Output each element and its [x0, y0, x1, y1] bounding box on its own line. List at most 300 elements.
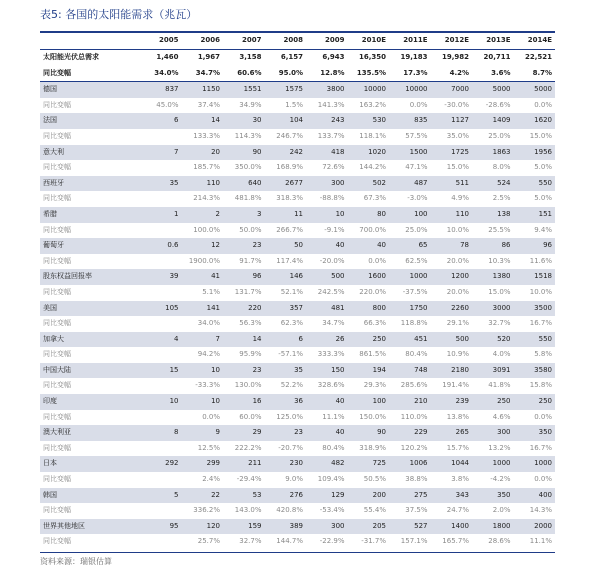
table-cell: 25.5% — [488, 225, 511, 234]
table-cell: 35.0% — [446, 131, 469, 140]
table-cell: -88.8% — [319, 194, 345, 203]
table-cell: 20 — [182, 145, 224, 161]
table-cell: 50 — [265, 238, 307, 254]
table-cell: 1.5% — [285, 100, 303, 109]
table-cell: 94.2% — [197, 350, 220, 359]
table-cell — [140, 472, 182, 488]
table-cell: 285.6% — [400, 381, 428, 390]
table-cell: 7 — [182, 332, 224, 348]
table-cell: 15.8% — [529, 381, 552, 390]
table-cell — [140, 316, 182, 332]
row-label: 股东权益回报率 — [40, 269, 140, 285]
table-cell: 131.7% — [234, 287, 262, 296]
table-cell: 214.3% — [193, 194, 220, 203]
table-cell: 3.6% — [491, 68, 511, 77]
table-cell: 389 — [265, 519, 307, 535]
table-cell: 725 — [348, 456, 390, 472]
table-cell: 5.0% — [534, 194, 552, 203]
table-cell: 150.0% — [359, 412, 386, 421]
table-cell: 8.0% — [492, 163, 511, 172]
yoy-row — [40, 316, 555, 332]
table-cell — [140, 285, 182, 301]
table-cell: 41 — [182, 269, 224, 285]
table-cell: 114.3% — [234, 131, 262, 140]
table-cell: 12.5% — [197, 443, 220, 452]
table-cell: 333.3% — [317, 350, 345, 359]
table-cell: 194 — [348, 363, 390, 379]
table-cell: 205 — [348, 519, 390, 535]
table-cell: 211 — [223, 456, 265, 472]
table-cell: 1380 — [472, 269, 514, 285]
table-cell: 1000 — [389, 269, 431, 285]
table-cell: 39 — [140, 269, 182, 285]
table-cell: 52.1% — [280, 287, 303, 296]
table-cell: 168.9% — [276, 163, 303, 172]
table-cell: 318.9% — [359, 443, 386, 452]
table-cell: 10 — [182, 363, 224, 379]
table-cell: 100.0% — [193, 225, 220, 234]
row-label: 世界其他地区 — [40, 519, 140, 535]
table-cell: 2.4% — [202, 475, 220, 484]
row-label: 同比变幅 — [43, 287, 71, 296]
country-row — [40, 301, 555, 317]
table-cell: 3580 — [514, 363, 556, 379]
country-row — [40, 207, 555, 223]
row-label: 同比变幅 — [43, 381, 71, 390]
table-cell: 420.8% — [276, 506, 303, 515]
row-label: 同比变幅 — [43, 475, 71, 484]
source-note: 资料来源：瑞银估算 — [40, 557, 112, 566]
table-cell: 23 — [265, 425, 307, 441]
table-cell: 530 — [348, 113, 390, 129]
table-cell: 276 — [265, 488, 307, 504]
yoy-row — [40, 410, 555, 426]
table-cell: 57.5% — [405, 131, 428, 140]
table-cell: 336.2% — [193, 506, 220, 515]
table-cell: 10 — [140, 394, 182, 410]
row-label: 太阳能光伏总需求 — [43, 53, 99, 61]
table-cell: 30 — [223, 113, 265, 129]
table-cell: 19,183 — [400, 53, 428, 61]
table-cell: 6 — [140, 113, 182, 129]
country-row — [40, 363, 555, 379]
table-cell: 5.0% — [534, 163, 552, 172]
table-cell: 60.0% — [239, 412, 262, 421]
table-cell: 86 — [472, 238, 514, 254]
table-cell: 50.5% — [363, 475, 386, 484]
table-cell: 220 — [223, 301, 265, 317]
row-label: 法国 — [40, 113, 140, 129]
table-cell: 550 — [514, 332, 556, 348]
table-cell: 3000 — [472, 301, 514, 317]
table-cell: 239 — [431, 394, 473, 410]
table-cell: 8.7% — [532, 68, 552, 77]
table-cell — [140, 191, 182, 207]
table-cell: 861.5% — [359, 350, 386, 359]
table-cell: 4.0% — [492, 350, 511, 359]
year-header: 2010E — [348, 33, 390, 50]
table-cell: 220.0% — [359, 287, 386, 296]
table-cell: 25.0% — [488, 131, 511, 140]
table-cell: 10.9% — [446, 350, 469, 359]
table-cell: 10 — [182, 394, 224, 410]
table-cell: 1,967 — [197, 53, 220, 61]
table-cell: 16 — [223, 394, 265, 410]
table-cell: 66.3% — [363, 319, 386, 328]
table-cell: 104 — [265, 113, 307, 129]
yoy-row — [40, 191, 555, 207]
table-cell: -28.6% — [485, 100, 511, 109]
table-cell: 14.3% — [529, 506, 552, 515]
table-cell: 1863 — [472, 145, 514, 161]
yoy-row — [40, 347, 555, 363]
table-cell: 110 — [182, 176, 224, 192]
table-cell: 246.7% — [276, 131, 303, 140]
table-cell: -57.1% — [278, 350, 303, 359]
table-cell: 1575 — [265, 82, 307, 98]
table-cell: 125.0% — [276, 412, 303, 421]
year-header: 2009 — [306, 33, 348, 50]
table-cell: 837 — [140, 82, 182, 98]
table-cell: -3.0% — [407, 194, 428, 203]
table-cell: 1551 — [223, 82, 265, 98]
table-cell: 300 — [306, 519, 348, 535]
table-cell: 34.7% — [195, 68, 220, 77]
country-row — [40, 519, 555, 535]
row-label: 印度 — [40, 394, 140, 410]
table-cell: 62.3% — [280, 319, 303, 328]
table-cell: 67.3% — [363, 194, 386, 203]
table-cell: 10000 — [348, 82, 390, 98]
table-cell: 32.7% — [488, 319, 511, 328]
table-cell: 800 — [348, 301, 390, 317]
table-cell: 0.0% — [534, 412, 552, 421]
table-cell: 2180 — [431, 363, 473, 379]
table-cell — [140, 129, 182, 145]
table-cell: 7000 — [431, 82, 473, 98]
year-header: 2014E — [514, 33, 556, 50]
table-cell: 15.7% — [446, 443, 469, 452]
table-cell: 133.3% — [193, 131, 220, 140]
table-cell — [140, 347, 182, 363]
table-cell: 229 — [389, 425, 431, 441]
table-cell: 110.0% — [400, 412, 428, 421]
bottom-rule — [40, 552, 555, 553]
table-cell: 11.1% — [529, 537, 552, 546]
year-header: 2008 — [265, 33, 307, 50]
table-cell: 748 — [389, 363, 431, 379]
row-label: 同比变幅 — [43, 256, 71, 265]
table-cell: 95.0% — [278, 68, 303, 77]
table-cell: 96 — [514, 238, 556, 254]
row-label: 同比变幅 — [43, 443, 71, 452]
table-cell: 1000 — [472, 456, 514, 472]
year-header: 2013E — [472, 33, 514, 50]
table-cell: 14 — [182, 113, 224, 129]
table-cell: -20.7% — [278, 443, 303, 452]
country-row — [40, 425, 555, 441]
table-cell: 1,460 — [156, 53, 179, 61]
table-cell: 91.7% — [239, 256, 262, 265]
table-cell: 34.9% — [239, 100, 262, 109]
row-label: 同比变幅 — [43, 131, 71, 140]
table-cell: 250 — [348, 332, 390, 348]
table-cell: 6,943 — [322, 53, 345, 61]
row-label: 同比变幅 — [43, 350, 71, 359]
yoy-row — [40, 441, 555, 457]
table-cell: 23 — [223, 238, 265, 254]
table-cell: 20.0% — [446, 287, 469, 296]
table-cell: 56.3% — [239, 319, 262, 328]
table-cell: 2677 — [265, 176, 307, 192]
table-cell: 26 — [306, 332, 348, 348]
table-cell: 151 — [514, 207, 556, 223]
table-cell: 1800 — [472, 519, 514, 535]
table-cell: 1600 — [348, 269, 390, 285]
table-cell: 9.4% — [534, 225, 552, 234]
table-cell: 343 — [431, 488, 473, 504]
table-cell: 12.8% — [320, 68, 345, 77]
year-header: 2005 — [140, 33, 182, 50]
table-cell: 15 — [140, 363, 182, 379]
table-cell: 129 — [306, 488, 348, 504]
table-cell: 1150 — [182, 82, 224, 98]
table-cell: 55.4% — [363, 506, 386, 515]
table-cell: 80.4% — [405, 350, 428, 359]
table-cell: 350 — [472, 488, 514, 504]
total-row — [40, 50, 555, 66]
table-cell: -22.9% — [319, 537, 345, 546]
row-label: 德国 — [40, 82, 140, 98]
header-row — [40, 33, 555, 50]
yoy-row — [40, 503, 555, 519]
row-label: 同比变幅 — [43, 537, 71, 546]
table-cell: 243 — [306, 113, 348, 129]
table-cell: 1000 — [514, 456, 556, 472]
table-cell: 34.0% — [197, 319, 220, 328]
table-cell: 100 — [348, 394, 390, 410]
country-row — [40, 113, 555, 129]
table-cell: 120 — [182, 519, 224, 535]
table-cell: 11 — [265, 207, 307, 223]
table-cell: 150 — [306, 363, 348, 379]
table-cell: 500 — [306, 269, 348, 285]
table-cell: 6 — [265, 332, 307, 348]
table-cell: -37.5% — [402, 287, 428, 296]
table-cell: 62.5% — [405, 256, 428, 265]
table-cell: 1750 — [389, 301, 431, 317]
table-cell: 20.0% — [446, 256, 469, 265]
table-cell — [140, 503, 182, 519]
table-cell — [140, 223, 182, 239]
table-cell: 17.3% — [403, 68, 428, 77]
table-cell: 1409 — [472, 113, 514, 129]
table-cell: 95.9% — [239, 350, 262, 359]
table-cell: 29 — [223, 425, 265, 441]
table-cell: 13.2% — [488, 443, 511, 452]
yoy-row — [40, 98, 555, 114]
table-cell: 700.0% — [359, 225, 386, 234]
table-cell: 110 — [431, 207, 473, 223]
row-label: 中国大陆 — [40, 363, 140, 379]
table-cell: 133.7% — [317, 131, 345, 140]
table-cell: 72.6% — [322, 163, 345, 172]
table-cell: 1044 — [431, 456, 473, 472]
table-cell: 4.2% — [449, 68, 469, 77]
table-cell: 250 — [472, 394, 514, 410]
country-row — [40, 488, 555, 504]
table-cell: 13.8% — [446, 412, 469, 421]
table-cell — [140, 534, 182, 550]
table-cell: 141.3% — [317, 100, 345, 109]
table-cell: 135.5% — [356, 68, 386, 77]
table-cell: 40 — [348, 238, 390, 254]
table-cell: -53.4% — [319, 506, 345, 515]
table-cell: 1900.0% — [188, 256, 220, 265]
table-cell: 481.8% — [234, 194, 262, 203]
table-cell: 299 — [182, 456, 224, 472]
table-cell: 12 — [182, 238, 224, 254]
table-cell: 185.7% — [193, 163, 220, 172]
table-cell: 4 — [140, 332, 182, 348]
table-cell: 15.0% — [529, 131, 552, 140]
table-cell: -20.0% — [319, 256, 345, 265]
table-cell: 527 — [389, 519, 431, 535]
table-cell: 2.0% — [492, 506, 511, 515]
table-cell: 10 — [306, 207, 348, 223]
table-cell: 357 — [265, 301, 307, 317]
table-cell: 481 — [306, 301, 348, 317]
table-cell — [140, 160, 182, 176]
yoy-row — [40, 129, 555, 145]
table-cell: 250 — [514, 394, 556, 410]
table-cell: 22,521 — [524, 53, 552, 61]
row-label: 同比变幅 — [43, 163, 71, 172]
table-cell: 2 — [182, 207, 224, 223]
row-label: 加拿大 — [40, 332, 140, 348]
table-cell: 16,350 — [358, 53, 386, 61]
country-row — [40, 394, 555, 410]
table-cell: 5.8% — [534, 350, 552, 359]
table-cell: 34.7% — [322, 319, 345, 328]
table-cell: 11.6% — [529, 256, 552, 265]
table-cell: 105 — [140, 301, 182, 317]
yoy-row — [40, 534, 555, 550]
table-cell: 23 — [223, 363, 265, 379]
table-cell: 1500 — [389, 145, 431, 161]
table-cell: 2.5% — [492, 194, 511, 203]
table-cell: 242 — [265, 145, 307, 161]
table-cell: 6,157 — [280, 53, 303, 61]
table-cell: 2260 — [431, 301, 473, 317]
table-cell: 11.1% — [322, 412, 345, 421]
row-label: 美国 — [40, 301, 140, 317]
table-cell: 300 — [306, 176, 348, 192]
table-cell: 4.9% — [451, 194, 469, 203]
table-cell: 117.4% — [276, 256, 303, 265]
table-cell: 34.0% — [154, 68, 179, 77]
table-cell: 130.0% — [234, 381, 262, 390]
table-cell: 1400 — [431, 519, 473, 535]
table-cell: 451 — [389, 332, 431, 348]
table-cell: 5000 — [514, 82, 556, 98]
table-cell: 35 — [265, 363, 307, 379]
table-cell: 159 — [223, 519, 265, 535]
table-cell: 1518 — [514, 269, 556, 285]
table-cell: 0.0% — [534, 100, 552, 109]
table-cell: 230 — [265, 456, 307, 472]
table-cell: 20,711 — [483, 53, 511, 61]
table-cell: -4.2% — [490, 475, 511, 484]
yoy-row — [40, 378, 555, 394]
country-row — [40, 145, 555, 161]
year-header: 2006 — [182, 33, 224, 50]
table-cell: 835 — [389, 113, 431, 129]
table-cell: 1725 — [431, 145, 473, 161]
table-cell: 5000 — [472, 82, 514, 98]
table-title: 表5: 各国的太阳能需求（兆瓦） — [40, 8, 198, 21]
table-cell: 4.6% — [492, 412, 511, 421]
year-header: 2007 — [223, 33, 265, 50]
yoy-row — [40, 223, 555, 239]
table-cell: 15.0% — [488, 287, 511, 296]
table-cell: 25.7% — [197, 537, 220, 546]
row-label: 韩国 — [40, 488, 140, 504]
row-label: 日本 — [40, 456, 140, 472]
table-cell: 32.7% — [239, 537, 262, 546]
row-label: 希腊 — [40, 207, 140, 223]
table-cell — [140, 254, 182, 270]
table-cell: 9.0% — [285, 475, 303, 484]
country-row — [40, 332, 555, 348]
row-label: 同比变幅 — [43, 506, 71, 515]
table-cell: 141 — [182, 301, 224, 317]
table-cell: 16.7% — [529, 319, 552, 328]
table-cell: 5 — [140, 488, 182, 504]
table-cell: 24.7% — [446, 506, 469, 515]
table-cell: 80.4% — [322, 443, 345, 452]
table-cell: 511 — [431, 176, 473, 192]
table-cell — [140, 441, 182, 457]
table-cell: 40 — [306, 425, 348, 441]
table-cell: 50.0% — [239, 225, 262, 234]
table-cell: 10.0% — [529, 287, 552, 296]
table-cell: 318.3% — [276, 194, 303, 203]
table-cell: 300 — [472, 425, 514, 441]
yoy-row — [40, 472, 555, 488]
table-cell: 143.0% — [234, 506, 262, 515]
table-cell: 146 — [265, 269, 307, 285]
country-row — [40, 238, 555, 254]
table-cell: 1200 — [431, 269, 473, 285]
table-cell: 8 — [140, 425, 182, 441]
table-cell: 3800 — [306, 82, 348, 98]
table-cell: 3 — [223, 207, 265, 223]
table-cell: 10.0% — [446, 225, 469, 234]
row-label: 葡萄牙 — [40, 238, 140, 254]
table-cell: 90 — [223, 145, 265, 161]
table-cell: 14 — [223, 332, 265, 348]
table-cell: 163.2% — [359, 100, 386, 109]
table-cell: 28.6% — [488, 537, 511, 546]
yoy-row — [40, 254, 555, 270]
table-cell: 200 — [348, 488, 390, 504]
table-cell: 1956 — [514, 145, 556, 161]
country-row — [40, 456, 555, 472]
table-cell: -9.1% — [324, 225, 345, 234]
table-cell: 95 — [140, 519, 182, 535]
table-cell: 520 — [472, 332, 514, 348]
